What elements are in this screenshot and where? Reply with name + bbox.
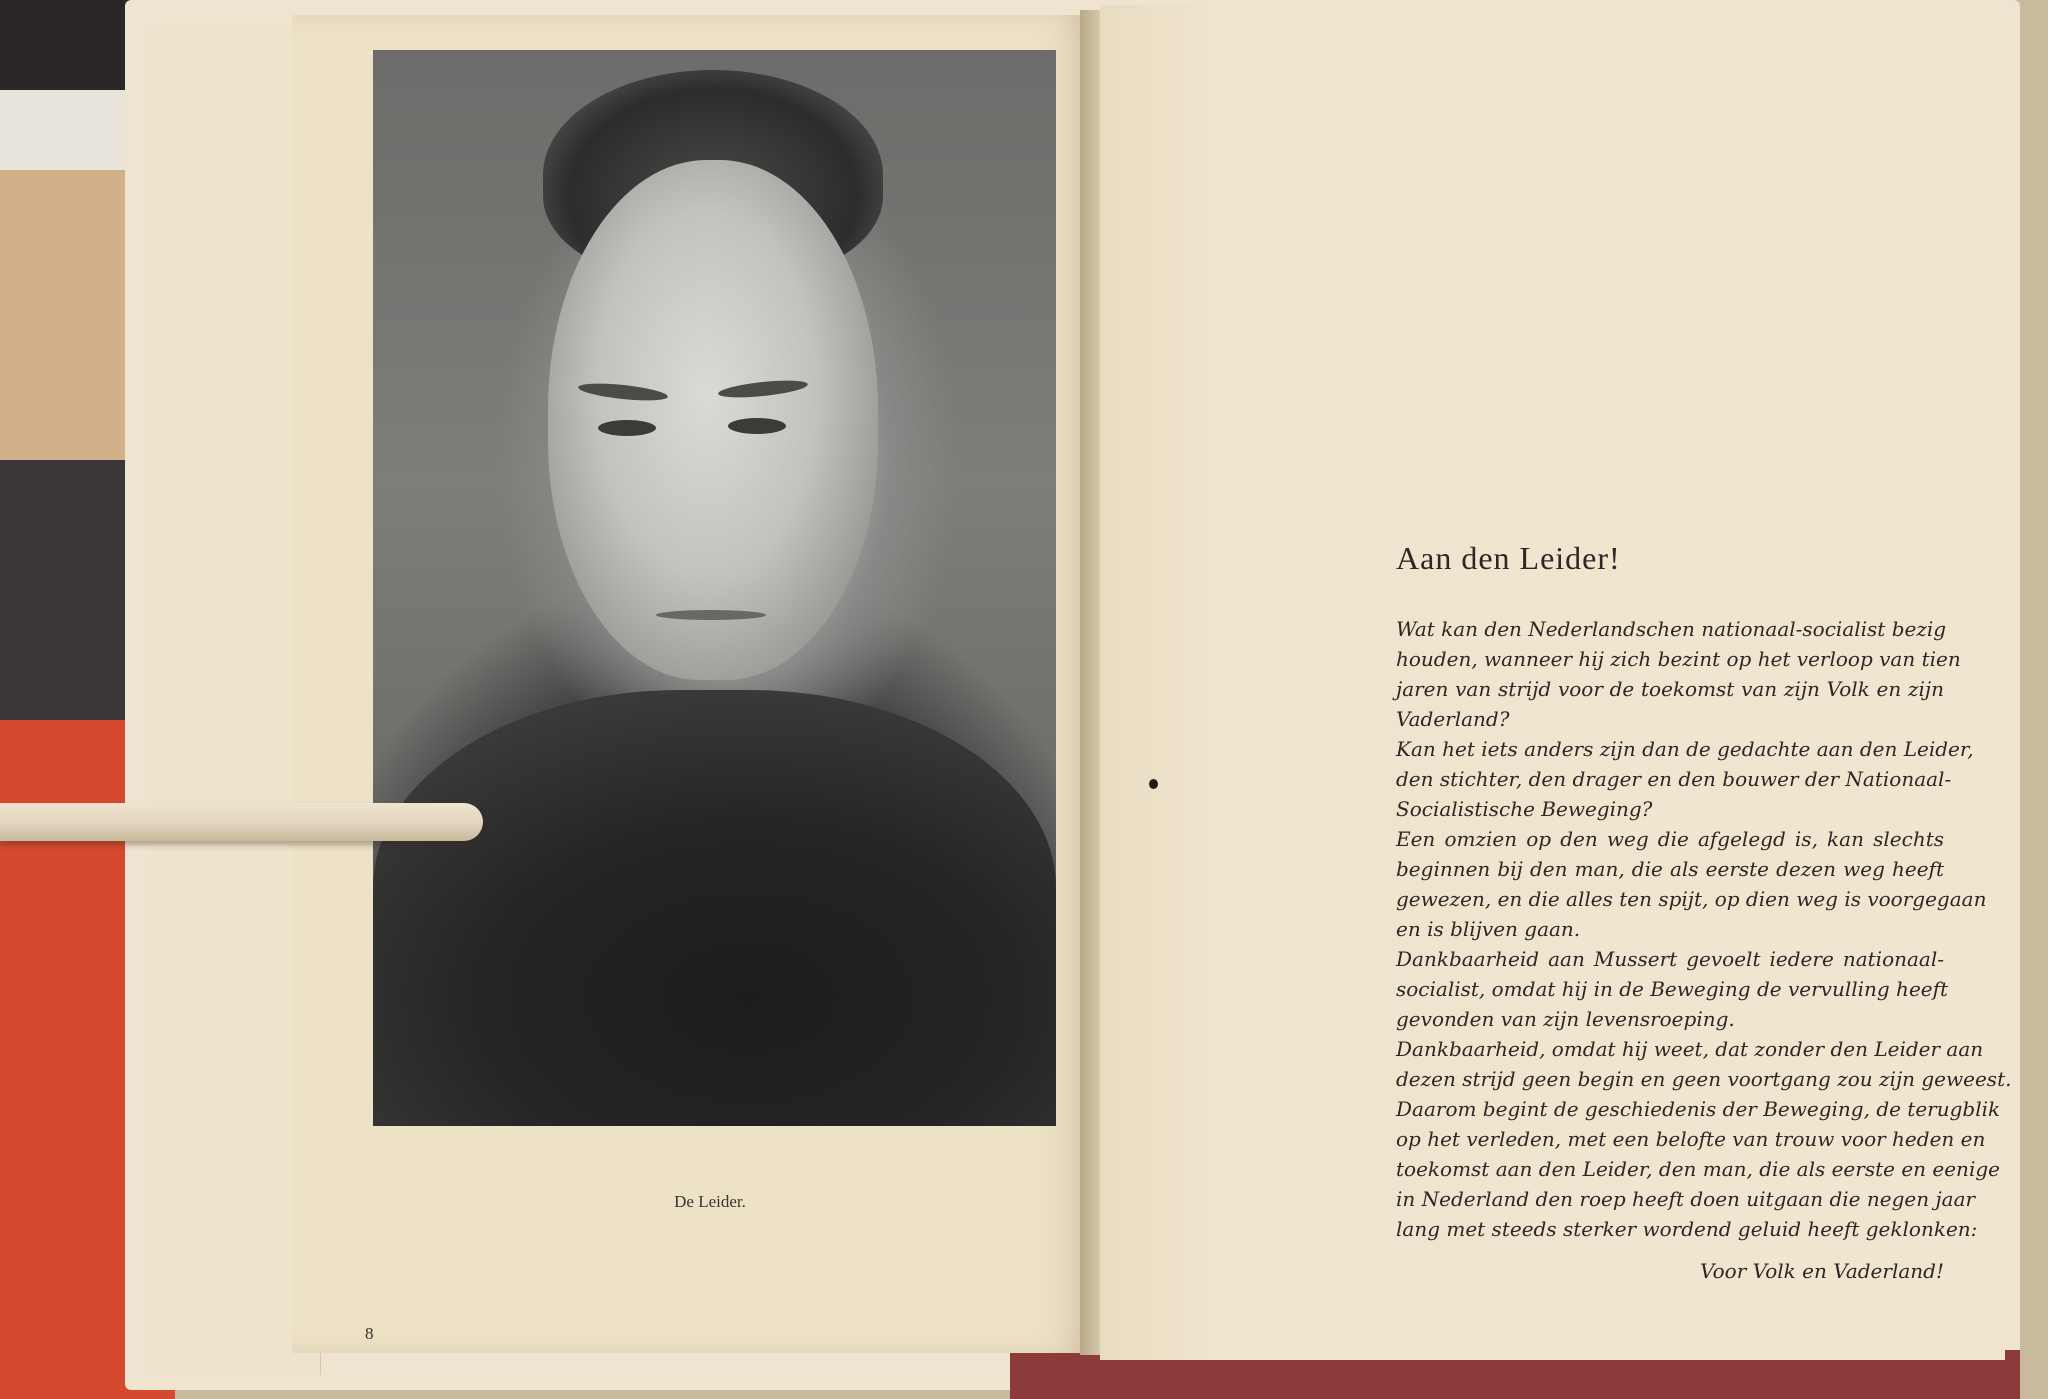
pencil bbox=[0, 803, 483, 841]
ink-spot bbox=[1149, 779, 1158, 789]
text-line: gewezen, en die alles ten spijt, op dien weg is voorgegaan bbox=[1396, 887, 1987, 911]
portrait-photo bbox=[373, 50, 1056, 1126]
dedication-text bbox=[1396, 540, 2012, 1283]
text-line: Vaderland? bbox=[1396, 707, 1510, 731]
text-line: Socialistische Beweging? bbox=[1396, 797, 1653, 821]
text-line: Een omzien op den weg die afgelegd is, kan slechts bbox=[1396, 827, 1944, 851]
text-line: jaren van strijd voor de toekomst van zijn Volk en zijn bbox=[1396, 677, 1944, 701]
portrait-left-eye bbox=[598, 420, 656, 436]
text-line: beginnen bij den man, die als eerste dezen weg heeft bbox=[1396, 857, 1944, 881]
dedication-signoff: Voor Volk en Vaderland! bbox=[1700, 1259, 1944, 1283]
text-line: Daarom begint de geschiedenis der Beweging, de terugblik bbox=[1396, 1097, 2001, 1121]
dedication-heading: Aan den Leider! bbox=[1396, 540, 1621, 576]
text-line: Kan het iets anders zijn dan de gedachte aan den Leider, bbox=[1396, 737, 1974, 761]
text-line: dezen strijd geen begin en geen voortgang zou zijn geweest. bbox=[1396, 1067, 2012, 1091]
page-number: 8 bbox=[365, 1324, 374, 1343]
portrait-mouth bbox=[656, 610, 766, 620]
photo-caption: De Leider. bbox=[674, 1192, 746, 1211]
dedication-lines bbox=[1396, 614, 2012, 1244]
text-line: houden, wanneer hij zich bezint op het verloop van tien bbox=[1396, 647, 1961, 671]
text-line: socialist, omdat hij in de Beweging de vervulling heeft bbox=[1396, 977, 1949, 1001]
portrait-face bbox=[548, 160, 878, 680]
text-line: Dankbaarheid aan Mussert gevoelt iedere nationaal- bbox=[1396, 947, 1944, 971]
text-line: lang met steeds sterker wordend geluid heeft geklonken: bbox=[1396, 1217, 1978, 1241]
text-line: in Nederland den roep heeft doen uitgaan die negen jaar bbox=[1396, 1187, 1976, 1211]
portrait-suit bbox=[373, 690, 1056, 1126]
portrait-right-eye bbox=[728, 418, 786, 434]
text-line: den stichter, den drager en den bouwer der Nationaal- bbox=[1396, 767, 1952, 791]
text-line: op het verleden, met een belofte van trouw voor heden en bbox=[1396, 1127, 1986, 1151]
text-line: Dankbaarheid, omdat hij weet, dat zonder den Leider aan bbox=[1396, 1037, 1984, 1061]
text-line: en is blijven gaan. bbox=[1396, 917, 1581, 941]
text-line: Wat kan den Nederlandschen nationaal-socialist bezig bbox=[1396, 617, 1947, 641]
text-line: toekomst aan den Leider, den man, die als eerste en eenige bbox=[1396, 1157, 2000, 1181]
text-line: gevonden van zijn levensroeping. bbox=[1396, 1007, 1735, 1031]
